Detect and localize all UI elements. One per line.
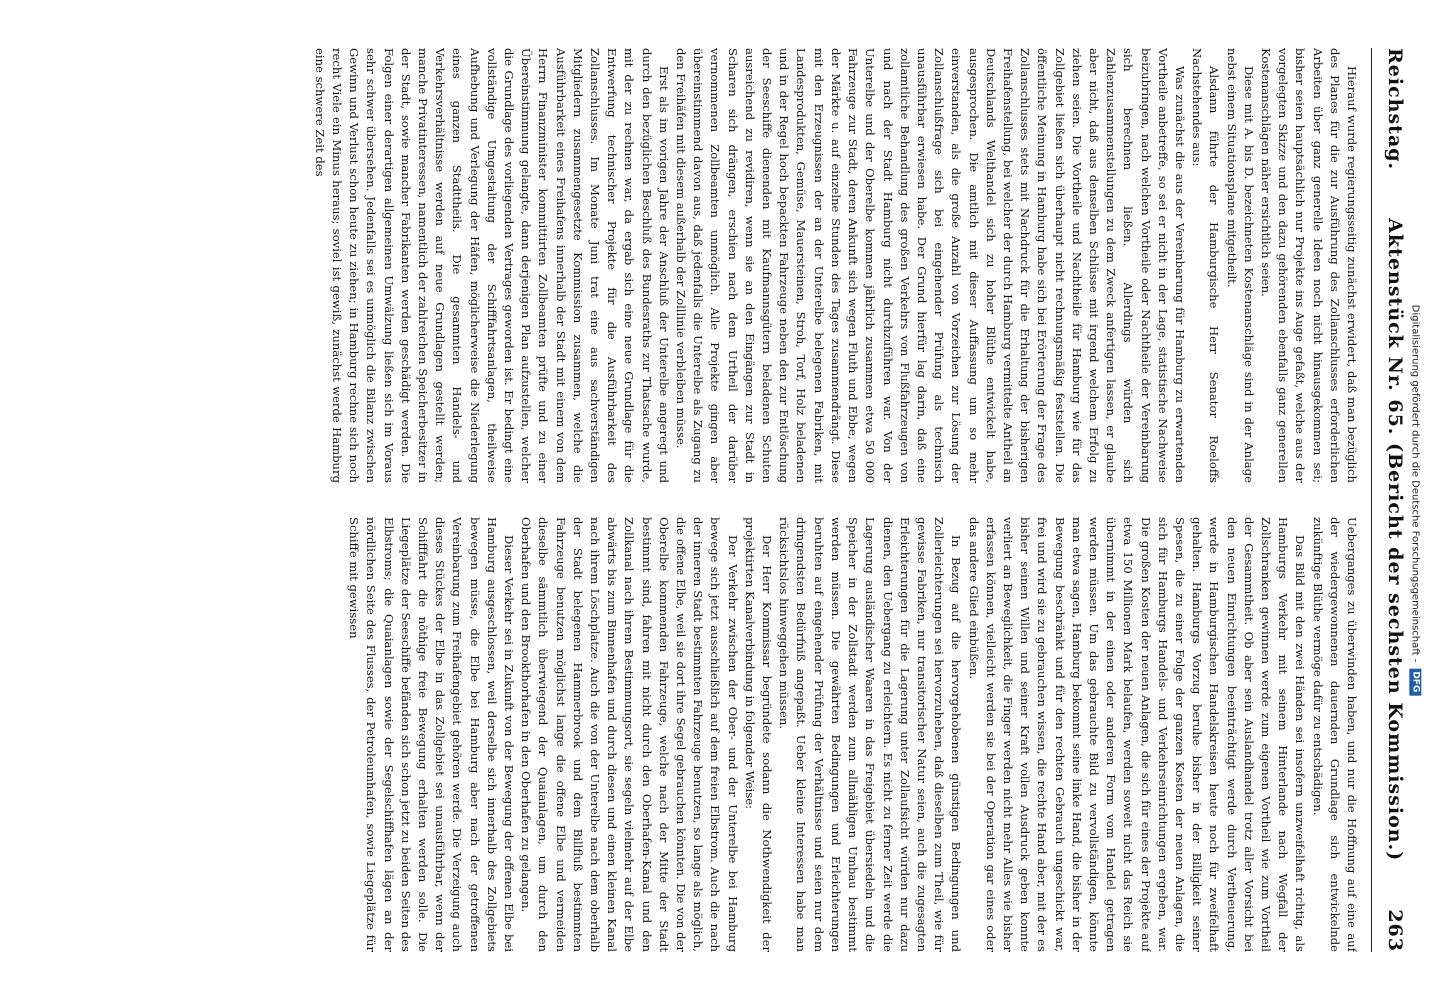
paragraph: Alsdann führte der Hamburgische Herr Senator Roeloffs Nachstehendes aus:	[1190, 48, 1222, 483]
text-columns	[44, 48, 1360, 952]
paragraph: Der Herr Kommissar begründete sodann die Nothwendigkeit der projektirten Kanalverbindung in folgender Weise:	[742, 517, 775, 952]
header-left: Reichstag.	[1384, 48, 1406, 171]
paragraph: Der Verkehr zwischen der Ober- und der Unterelbe bei Hamburg bewege sich jetzt ausschließlich auf dem freien Elbstrom. Auch die nach der inneren Stadt bestimmten Fahrzeuge benutzen, so lange als möglich, die offene Elbe, weil sie dort ihre Segel gebrauchen könnten. Die von der Oberelbe kommenden Fahrzeuge, welche nach der Mitte der Stadt bestimmt sind, fahren mit nicht durch den Oberhafen-Kanal und den Zollkanal nach ihrem Bestimmungsort, sie segeln vielmehr auf der Elbe abwärts bis zum Binnenhafen und durch diesen und einen kleinen Kanal nach ihrem Löschplatze. Auch die von der Unterelbe nach dem oberhalb der Stadt belegenen Hammerbrook und dem Billfluß bestimmten Fahrzeuge benutzen möglichst lange die offene Elbe und vermeiden dieselbe sämmtlich überwiegend der Quaianlagen, um durch den Oberhafen und den Brookthorhafen in den Oberhafen zu gelangen.	[519, 517, 740, 952]
paragraph: Hierauf wurde regierungsseitig zunächst erwidert, daß man bezüglich des Planes für die zur Ausführung des Zollanschlusses erforderlichen Arbeiten über ganz generelle Ideen noch nicht hinausgekommen sei; bisher seien hauptsächlich nur Projekte ins Auge gefaßt, welche aus der vorgelegten Skizze und den dazu gehörenden ebenfalls ganz generellen Kostenanschlägen näher ersichtlich seien.	[1258, 48, 1359, 483]
paragraph: Dieser Verkehr sei in Zukunft von der Bewegung der offenen Elbe bei Hamburg ausgeschlossen, weil derselbe sich innerhalb des Zollgebiets bewegen müsse, die Elbe bei Hamburg aber nach der getroffenen Vereinbarung zum Freihafengebiet gehören werde. Die Verzeigung auch dieses Stückes der Elbe in das Zollgebiet sei unausführbar, wenn der Schifffahrt die nöthige freie Bewegung erhalten werden solle. Die Liegeplätze der Seeschiffe befänden sich schon jetzt zu beiden Seiten des Elbstroms; die Quaianlagen sowie der Segelschiffhafen lägen an der nördlichen Seite des Flusses, der Petroleumhafen, sowie Liegeplätze für Schiffe mit gewissen	[347, 517, 517, 952]
paragraph: In Bezug auf die hervorgehobenen günstigen Bedingungen und Zollerleichterungen sei hervorzuheben, daß dieselben zum Theil, wie für gewisse Fabriken, nur transitorischer Natur seien, auch die zugesagten Erleichterungen für die Lagerung unter Zollaufsicht würden nur dazu dienen, den Uebergang zu erleichtern. Es nicht zu ferner Zeit werde die Lagerung ausländischer Waaren in das Freigebiet übersiedeln und die Speicher in der Zollstadt werden zum allmähligen Umbau bestimmt werden müssen. Die gewährten Bedingungen und Erleichterungen beruhten auf eingehender Prüfung der Verhältnisse und seien nur dem dringendsten Bedürfniß angepaßt. Ueber kleine Interessen habe man rücksichtslos hinweggehen müssen.	[777, 517, 964, 952]
dfg-logo: DFG	[1409, 668, 1421, 695]
left-column	[44, 48, 1360, 483]
credit-text: Digitalisierung gefördert durch die Deutsche Forschungsgemeinschaft -	[1409, 304, 1421, 663]
paragraph: Das Bild mit den zwei Händen sei insofern unzweifelhaft richtig, als Hamburgs Verkehr mit seinem Hinterlande nach Wegfall der Zollschranken gewinnen werde zum eigenen Vortheil wie zum Vortheil der Gesammtheit. Ob aber sein Auslandhandel trotz aller Vorsicht bei den neuen Einrichtungen beeinträchtigt werde durch Vertheuerung, werde in Hamburgischen Handelskreisen heute noch für zweifelhaft gehalten. Hamburgs Vorzug beruhe bisher in der Billigkeit seiner Spesen, die zu einer Folge der ganzen Kosten der neuen Anlagen, die sich für Hamburgs Handels- und Verkehrseinrichtungen ergeben, war. Die großen Kosten der neuen Anlagen, die sich für eines der Projekte auf etwa 150 Millionen Mark belaufen, werden soweit nicht das Reich sie übernimmt in der einen oder anderen Form vom Handel getragen werden müssen. Um das gebrauchte Bild zu vervollständigen, könnte man etwa sagen, Hamburg bekommt seine linke Hand, die bisher in der Bewegung beschränkt und für den rechten Gebrauch ungeschickt war, frei und wird sie zu gebrauchen wissen, die rechte Hand aber, mit der es bisher seinen Willen und seiner Kraft vollen Ausdruck geben konnte verliert an Beweglichkeit, die Finger werden nicht mehr Alles wie bisher erfassen können, vielleicht werden sie bei der Operation gar eines oder das andere Glied einbüßen.	[966, 517, 1308, 952]
page-number: 263	[1384, 909, 1406, 952]
paragraph: Was zunächst die aus der Vereinbarung für Hamburg zu erwartenden Vortheile anbetreffe, so sei er nicht in der Lage, statistische Nachweise beizubringen, nach welchen Vortheile oder Nachtheile der Vereinbarung sich berechnen ließen. Allerdings würden sich Zahlenzusammenstellungen zu dem Zweck anfertigen lassen, er glaube aber nicht, daß aus denselben Schlüsse mit irgend welchem Erfolg zu ziehen seien. Die Vortheile und Nachtheile für Hamburg wie für das Zollgebiet ließen sich überhaupt nicht rechnungsmäßig feststellen. Die öffentliche Meinung in Hamburg habe sich bei Erörterung der Frage des Zollanschlusses stets mit Nachdruck für die Erhaltung der bisherigen Freihafenstellung, bei welcher der durch Hamburg vermittelte Antheil an Deutschlands Welthandel sich zu hoher Blüthe entwickelt habe, ausgesprochen. Die amtlich mit dieser Auffassung um so mehr einverstanden, als die große Anzahl von Vorzeichen zur Lösung der Zollanschlußfrage sich bei eingehender Prüfung als technisch unausführbar erwiesen habe. Der Grund hierfür lag darin, daß eine zollamtliche Behandlung des großen Verkehrs von Flußfahrzeugen von und nach der Stadt Hamburg nicht durchzuführen war. Von der Unterelbe und der Oberelbe kommen jährlich zusammen etwa 50 000 Fahrzeuge zur Stadt, deren Ankunft sich wegen Fluth und Ebbe, wegen der Märkte u. auf einzelne Stunden des Tages zusammendrängt. Diese mit den Erzeugnissen der an der Unterelbe belegenen Fabriken, mit Landesprodukten, Gemüse, Mauersteinen, Stroh, Torf, Holz beladenen und in der Regel hoch bepackten Fahrzeuge neben den zur Entlöschung der Seeschiffe dienenden mit Kaufmannsgütern beladenen Schuten ausreichend zu revidiren, wenn sie an den Eingängen zur Stadt in Scharen sich drängen, erschien nach dem Urtheil der darüber vernommenen Zollbeamten unmöglich. Alle Projekte gingen aber übereinstimmend davon aus, daß jedenfalls die Unterelbe als Zugang zu den Freihäfen mit diesem außerhalb der Zolllinie verbleiben müsse.	[674, 48, 1187, 483]
paragraph: Ueberganges zu überwinden haben, und nur die Hoffnung auf eine auf der wiedergewonnenen dauernden Grundlage sich entwickelnde zukünftige Blüthe vermöge dafür zu entschädigen.	[1310, 517, 1359, 952]
right-column	[44, 517, 1360, 952]
header-title: Aktenstück Nr. 65. (Bericht der sechsten Kommission.)	[1384, 218, 1406, 862]
paragraph: Erst als im vorigen Jahre der Anschluß der Unterelbe angeregt und durch den bezüglichen Beschluß des Bundesraths zur Thatsache wurde, mit der zu rechnen war, da ergab sich eine neue Grundlage für die Entwerfung technischer Projekte für die Ausführbarkeit des Zollanschlusses. Im Monate Juni trat eine aus sachverständigen Mitgliedern zusammengesetzte Kommission zusammen, welche die Ausführbarkeit eines Freihafens innerhalb der Stadt mit einem von dem Herrn Finanzminister kommittirten Zollbeamten prüfte und zu einer Übereinstimmung gelangte, dann derjenigen Plan aufzustellen, welcher die Grundlage des vorliegenden Vertrages geworden ist. Er bedingt eine vollständige Umgestaltung der Schifffahrtsanlagen, theilweise Aufhebung und Verlegung der Häfen, möglicherweise die Niederlegung eines ganzen Stadttheils. Die gesammten Handels- und Verkehrsverhältnisse werden auf neue Grundlagen gestellt werden; manche Privatinteressen, namentlich der zahlreichen Speicherbesitzer in der Stadt, sowie mancher Fabrikanten werden geschädigt werden. Die Folgen einer derartigen allgemeinen Umwälzung ließen sich im Voraus sehr schwer übersehen. Jedenfalls sei es unmöglich die Bilanz zwischen Gewinn und Verlust schon heute zu ziehen; in Hamburg rechne sich noch recht Viele ein Minus heraus; soviel ist gewiß, zunächst werde Hamburg eine schwere Zeit des	[312, 48, 671, 483]
paragraph: Diese mit A. bis D. bezeichneten Kostenanschläge sind in der Anlage nebst einem Situationsplane mitgetheilt.	[1224, 48, 1256, 483]
digitization-credit	[1404, 0, 1426, 1000]
